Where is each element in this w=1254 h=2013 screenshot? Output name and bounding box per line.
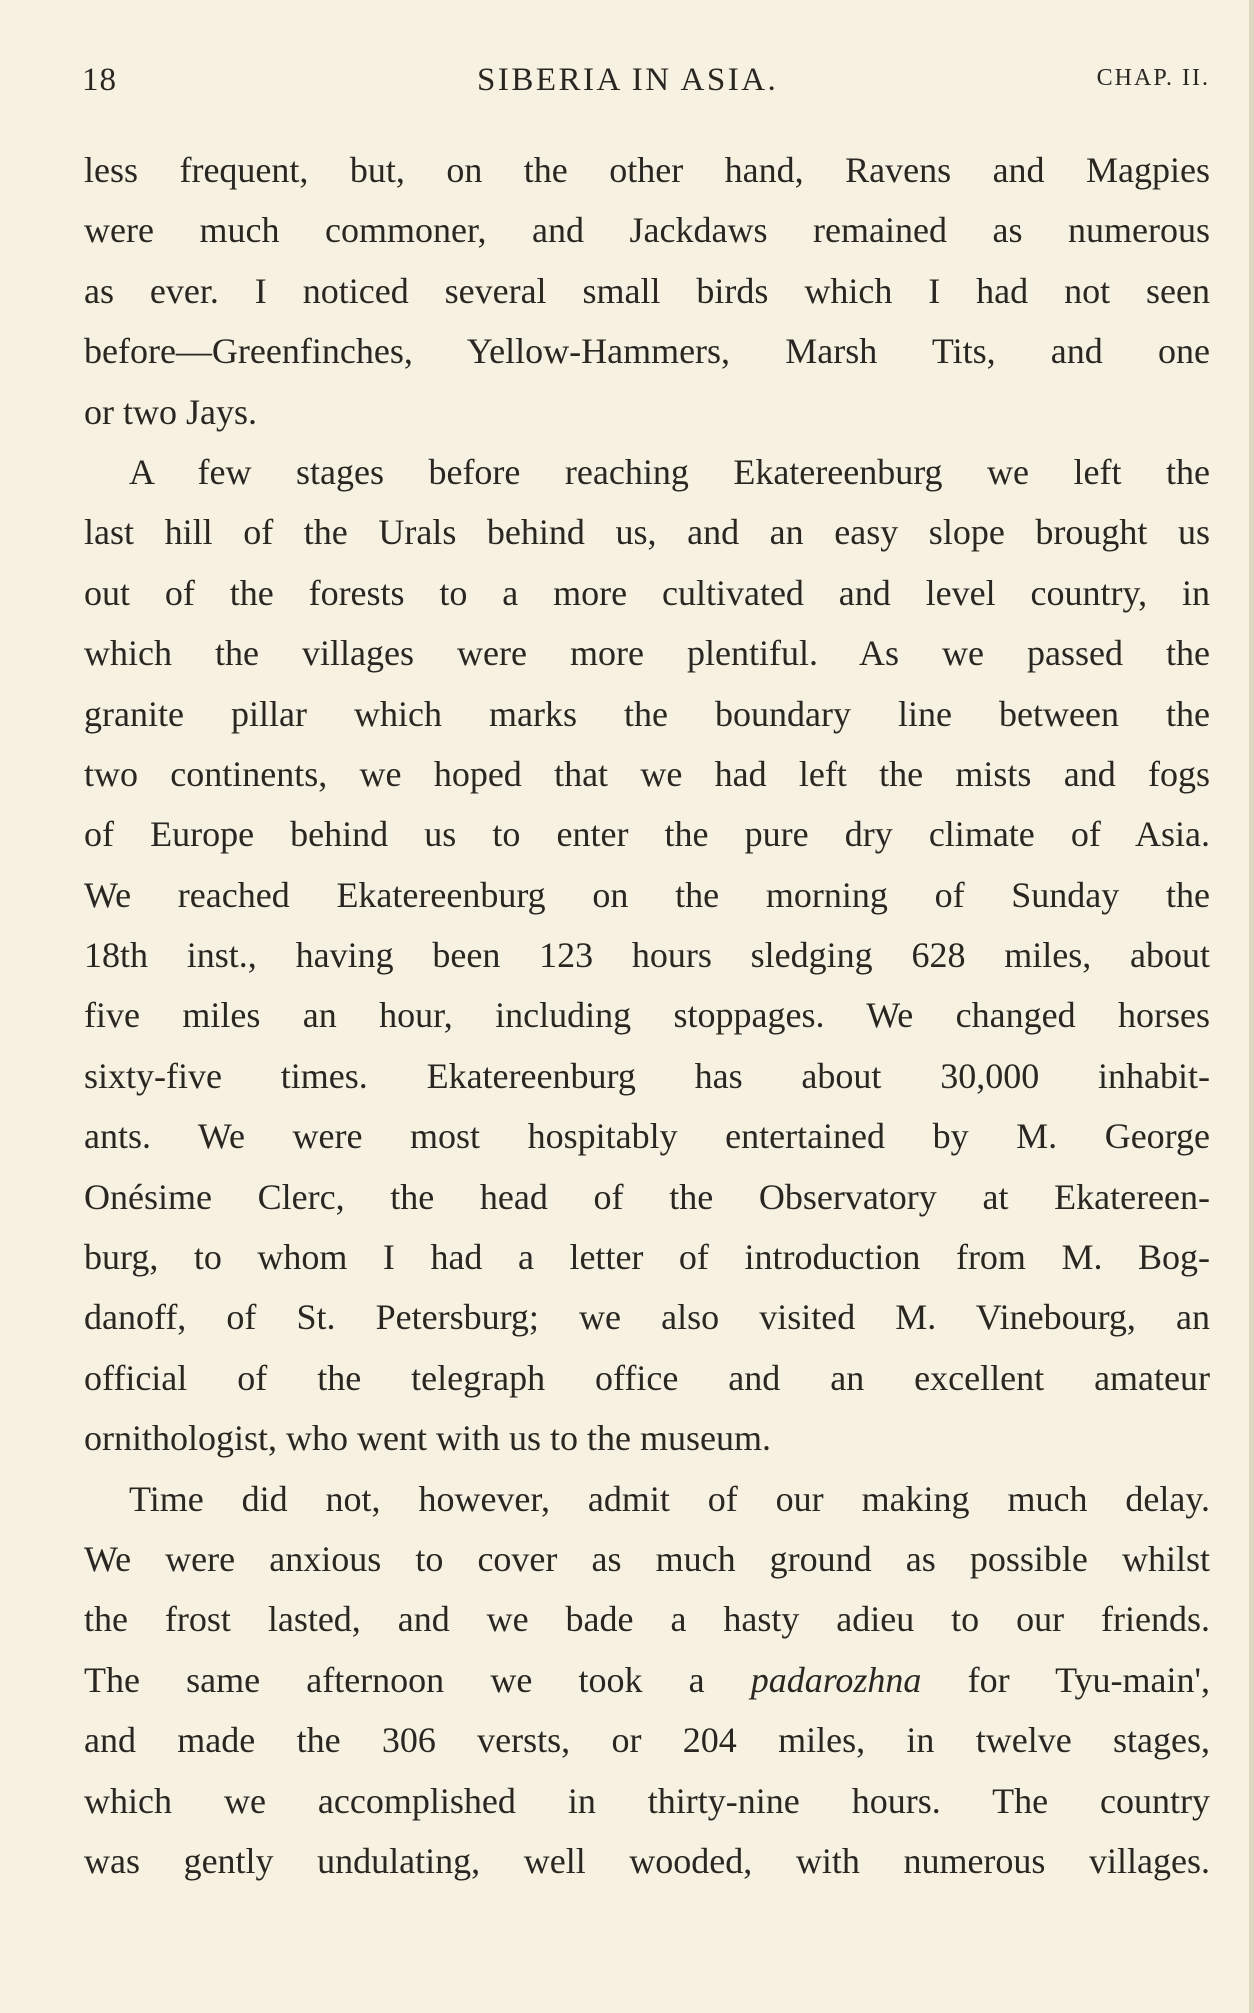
text-line: danoff, of St. Petersburg; we also visited M. Vinebourg, an bbox=[84, 1297, 1210, 1338]
text-line: ants. We were most hospitably entertained by M. George bbox=[84, 1116, 1210, 1157]
text-line: and made the 306 versts, or 204 miles, in twelve stages, bbox=[84, 1720, 1210, 1761]
text-line: two continents, we hoped that we had left the mists and fogs bbox=[84, 753, 1210, 794]
page-header bbox=[82, 62, 1210, 112]
text-line: as ever. I noticed several small birds which I had not seen bbox=[84, 270, 1210, 311]
paragraph-start-line: A few stages before reaching Ekatereenburg we left the bbox=[129, 451, 1210, 492]
text-line: or two Jays. bbox=[84, 391, 257, 432]
text-line: which the villages were more plentiful. As we passed the bbox=[84, 633, 1210, 674]
text-line: less frequent, but, on the other hand, Ravens and Magpies bbox=[84, 150, 1210, 190]
text-line: burg, to whom I had a letter of introduction from M. Bog- bbox=[84, 1237, 1210, 1278]
italic-term: padarozhna bbox=[750, 1659, 922, 1700]
text-line: official of the telegraph office and an excellent amateur bbox=[84, 1357, 1210, 1398]
text-line: the frost lasted, and we bade a hasty adieu to our friends. bbox=[84, 1599, 1210, 1640]
text-line: Onésime Clerc, the head of the Observatory at Ekatereen- bbox=[84, 1176, 1210, 1217]
text-line: of Europe behind us to enter the pure dry climate of Asia. bbox=[84, 814, 1210, 855]
page-number: 18 bbox=[82, 62, 117, 98]
text-line: We were anxious to cover as much ground as possible whilst bbox=[84, 1538, 1210, 1579]
text-line: five miles an hour, including stoppages. We changed horses bbox=[84, 995, 1210, 1036]
text-line: was gently undulating, well wooded, with numerous villages. bbox=[84, 1840, 1210, 1881]
text-segment: for Tyu-main', bbox=[967, 1659, 1210, 1700]
text-line: were much commoner, and Jackdaws remained as numerous bbox=[84, 210, 1210, 251]
text-line: before—Greenfinches, Yellow-Hammers, Marsh Tits, and one bbox=[84, 331, 1210, 372]
paragraph-start-line: Time did not, however, admit of our making much delay. bbox=[129, 1478, 1210, 1519]
text-line bbox=[84, 1650, 1210, 1710]
text-line: ornithologist, who went with us to the museum. bbox=[84, 1418, 771, 1459]
text-line: out of the forests to a more cultivated and level country, in bbox=[84, 572, 1210, 613]
text-line: granite pillar which marks the boundary line between the bbox=[84, 693, 1210, 734]
text-segment: The same afternoon we took a bbox=[84, 1659, 705, 1700]
text-line: which we accomplished in thirty-nine hours. The country bbox=[84, 1780, 1210, 1821]
text-line: sixty-five times. Ekatereenburg has about 30,000 inhabit- bbox=[84, 1055, 1210, 1096]
body-text bbox=[84, 140, 1210, 1891]
running-title: SIBERIA IN ASIA. bbox=[477, 62, 779, 98]
text-line: 18th inst., having been 123 hours sledging 628 miles, about bbox=[84, 935, 1210, 976]
chapter-reference: CHAP. II. bbox=[1096, 65, 1210, 91]
text-line: We reached Ekatereenburg on the morning of Sunday the bbox=[84, 874, 1210, 915]
page-edge bbox=[1249, 0, 1254, 2013]
text-line: last hill of the Urals behind us, and an easy slope brought us bbox=[84, 512, 1210, 553]
